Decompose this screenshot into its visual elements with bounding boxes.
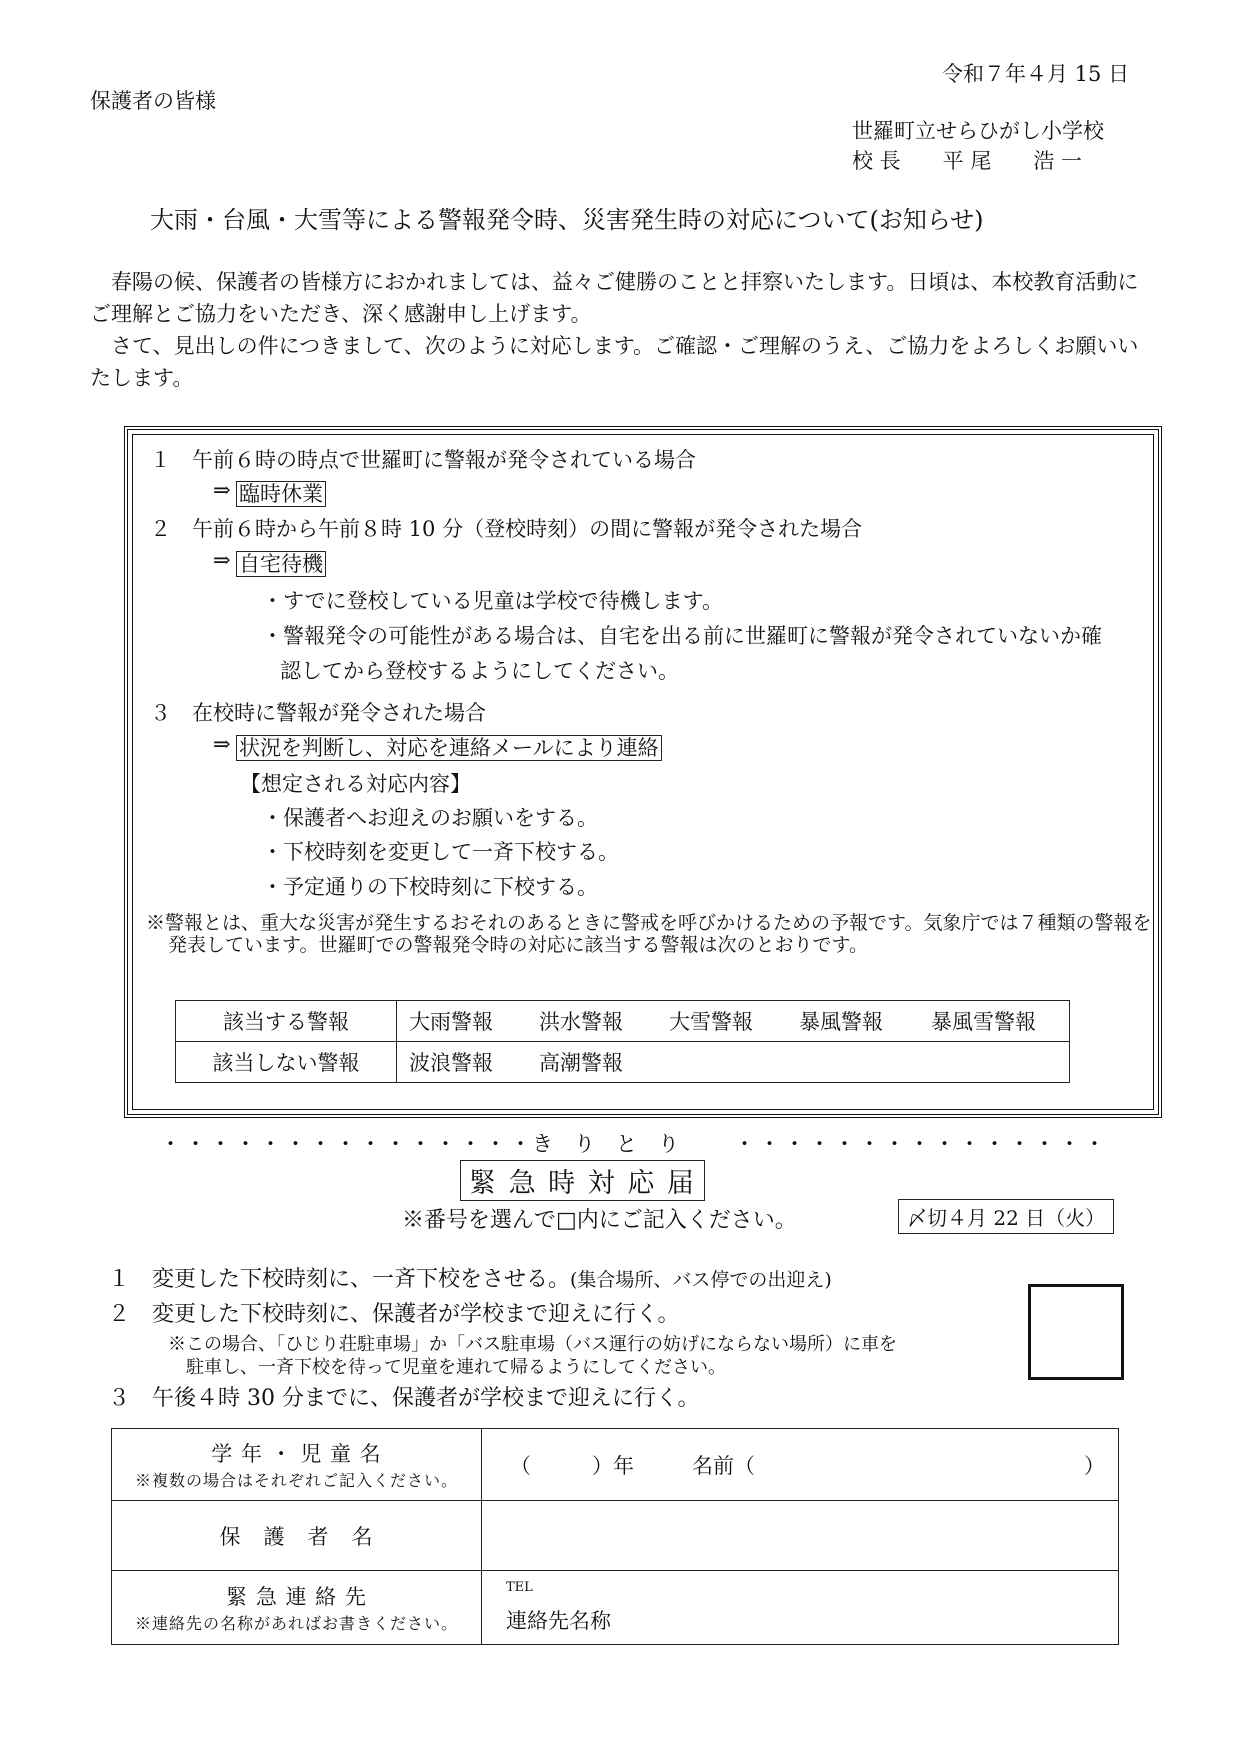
cut-line-label: き り と り — [532, 1132, 679, 1156]
applicable-warnings-cell — [397, 1001, 1070, 1042]
applicable-warning: 暴風警報 — [799, 1010, 883, 1034]
case-2-bullet-2-cont: 認してから登校するようにしてください。 — [280, 659, 679, 683]
case-3-subheading: 【想定される対応内容】 — [240, 772, 471, 796]
choice-number-box[interactable] — [1028, 1284, 1124, 1380]
warning-note: ※警報とは、重大な災害が発生するおそれのあるときに警戒を呼びかけるための予報です。気象庁では７種類の警報を発表しています。世羅町での警報発令時の対応に該当する警報は次のとおりです。 — [146, 912, 1152, 956]
case-3-action-label: 状況を判断し、対応を連絡メールにより連絡 — [236, 735, 662, 761]
case-2-bullet-1: ・すでに登校している児童は学校で待機します。 — [262, 589, 723, 613]
emergency-contact-label: 緊 急 連 絡 先 — [226, 1585, 367, 1609]
case-3-text: 在校時に警報が発令された場合 — [192, 701, 486, 725]
non-applicable-warning: 波浪警報 — [409, 1051, 493, 1075]
student-name-close-paren: ） — [1084, 1454, 1105, 1478]
case-2-bullet-2: ・警報発令の可能性がある場合は、自宅を出る前に世羅町に警報が発令されていないか確 — [262, 624, 1102, 648]
document-date: 令和７年４月 15 日 — [942, 62, 1130, 86]
case-3-action — [236, 732, 662, 762]
applicable-warning: 暴風雪警報 — [931, 1010, 1036, 1034]
applicable-warning: 洪水警報 — [539, 1010, 623, 1034]
option-2-text: ２ 変更した下校時刻に、保護者が学校まで迎えに行く。 — [108, 1302, 680, 1327]
case-1-number: １ — [150, 448, 171, 472]
school-name: 世羅町立せらひがし小学校 — [852, 119, 1104, 143]
intro-paragraph-2: さて、見出しの件につきまして、次のように対応します。ご確認・ご理解のうえ、ご協力をよろしくお願いいたします。 — [90, 334, 1139, 390]
case-1-action — [236, 478, 326, 508]
option-3-text: ３ 午後４時 30 分までに、保護者が学校まで迎えに行く。 — [108, 1386, 700, 1411]
page-title: 大雨・台風・大雪等による警報発令時、災害発生時の対応について(お知らせ) — [150, 206, 984, 234]
guardian-name-field[interactable] — [482, 1501, 1119, 1571]
intro-paragraph-1: 春陽の候、保護者の皆様方におかれましては、益々ご健勝のことと拝察いたします。日頃は、本校教育活動にご理解とご協力をいただき、深く感謝申し上げます。 — [90, 270, 1139, 326]
principal-name: 校 長 平 尾 浩 一 — [852, 149, 1083, 173]
case-2-action-label: 自宅待機 — [236, 551, 326, 577]
form-title: 緊 急 時 対 応 届 — [460, 1160, 705, 1201]
form-instruction: ※番号を選んで□内にご記入ください。 — [402, 1208, 797, 1233]
applicable-warnings-label: 該当する警報 — [176, 1001, 397, 1042]
case-2-text: 午前６時から午前８時 10 分（登校時刻）の間に警報が発令された場合 — [192, 517, 863, 541]
case-2-number: ２ — [150, 517, 171, 541]
grade-student-label: 学 年 ・ 児 童 名 — [211, 1442, 382, 1466]
emergency-contact-label-cell — [112, 1571, 482, 1645]
grade-year-label: ）年 — [592, 1454, 634, 1478]
case-2-arrow: ⇒ — [213, 548, 231, 572]
warnings-table — [175, 1000, 1070, 1083]
non-applicable-warnings-label: 該当しない警報 — [176, 1042, 397, 1083]
applicable-warning: 大雪警報 — [669, 1010, 753, 1034]
grade-student-note: ※複数の場合はそれぞれご記入ください。 — [134, 1471, 458, 1490]
option-1-note: (集合場所、バス停での出迎え) — [570, 1269, 832, 1291]
case-1-action-label: 臨時休業 — [236, 481, 326, 507]
case-3-bullet-1: ・保護者へお迎えのお願いをする。 — [262, 806, 598, 830]
emergency-contact-note: ※連絡先の名称があればお書きください。 — [134, 1614, 458, 1633]
emergency-contact-field[interactable] — [482, 1571, 1119, 1645]
grade-open-paren: （ — [510, 1454, 531, 1478]
guardian-name-label: 保 護 者 名 — [112, 1501, 482, 1571]
grade-student-label-cell — [112, 1429, 482, 1501]
case-1-text: 午前６時の時点で世羅町に警報が発令されている場合 — [192, 448, 696, 472]
tel-label: TEL — [506, 1580, 533, 1595]
option-1-text: １ 変更した下校時刻に、一斉下校をさせる。 — [108, 1267, 571, 1292]
case-3-number: ３ — [150, 701, 171, 725]
cut-line-left: ・・・・・・・・・・・・・・・ — [160, 1132, 535, 1156]
non-applicable-warnings-cell — [397, 1042, 1070, 1083]
student-name-label: 名前（ — [692, 1454, 755, 1478]
case-1-arrow: ⇒ — [213, 478, 231, 502]
case-3-bullet-2: ・下校時刻を変更して一斉下校する。 — [262, 840, 619, 864]
response-table — [111, 1428, 1119, 1645]
contact-name-label: 連絡先名称 — [506, 1609, 611, 1633]
recipient: 保護者の皆様 — [90, 89, 216, 113]
non-applicable-warning: 高潮警報 — [539, 1051, 623, 1075]
option-2-note-2: 駐車し、一斉下校を待って児童を連れて帰るようにしてください。 — [186, 1357, 726, 1378]
option-1 — [108, 1262, 832, 1293]
case-3-arrow: ⇒ — [213, 732, 231, 756]
case-2-action — [236, 548, 326, 578]
option-2-note-1: ※この場合、「ひじり荘駐車場」か「バス駐車場（バス運行の妨げにならない場所）に車を — [168, 1334, 897, 1355]
cut-line-right: ・・・・・・・・・・・・・・・ — [734, 1132, 1109, 1156]
form-deadline: 〆切４月 22 日（火） — [898, 1199, 1114, 1234]
grade-student-field[interactable] — [482, 1429, 1119, 1501]
case-3-bullet-3: ・予定通りの下校時刻に下校する。 — [262, 875, 598, 899]
applicable-warning: 大雨警報 — [409, 1010, 493, 1034]
